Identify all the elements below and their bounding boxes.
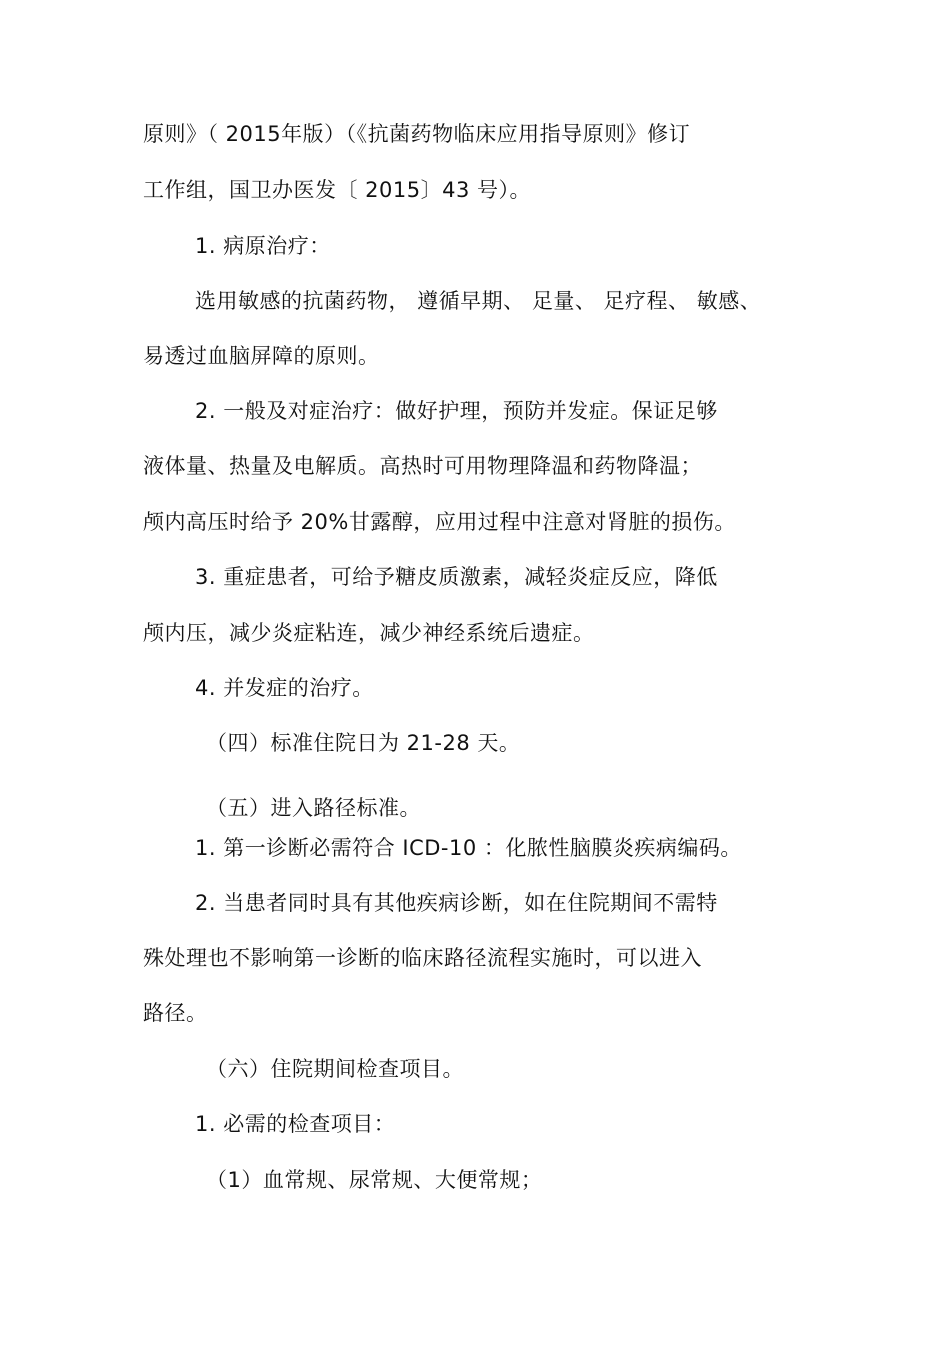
text-line: 1. 必需的检查项目： <box>195 1112 396 1136</box>
text-line: （1）血常规、尿常规、大便常规； <box>206 1168 543 1192</box>
text-line: 2. 当患者同时具有其他疾病诊断，如在住院期间不需特 <box>195 891 718 915</box>
text-line: 选用敏感的抗菌药物， 遵循早期、 足量、 足疗程、 敏感、 <box>195 289 762 313</box>
section-heading: （四）标准住院日为 21-28 天。 <box>206 731 521 755</box>
text-line: 工作组，国卫办医发〔 2015〕43 号）。 <box>143 178 532 202</box>
text-line: 颅内压，减少炎症粘连，减少神经系统后遗症。 <box>143 621 595 645</box>
text-line: 路径。 <box>143 1001 208 1025</box>
text-line: 4. 并发症的治疗。 <box>195 676 374 700</box>
text-line: 1. 病原治疗： <box>195 234 331 258</box>
text-line: 原则》（ 2015年版）（《抗菌药物临床应用指导原则》修订 <box>143 122 691 146</box>
text-line: 3. 重症患者，可给予糖皮质激素，减轻炎症反应，降低 <box>195 565 718 589</box>
section-heading: （六）住院期间检查项目。 <box>206 1057 464 1081</box>
section-heading: （五）进入路径标准。 <box>206 796 421 820</box>
text-line: 殊处理也不影响第一诊断的临床路径流程实施时，可以进入 <box>143 946 702 970</box>
text-line: 颅内高压时给予 20%甘露醇，应用过程中注意对肾脏的损伤。 <box>143 510 736 534</box>
text-line: 2. 一般及对症治疗：做好护理，预防并发症。保证足够 <box>195 399 718 423</box>
text-line: 1. 第一诊断必需符合 ICD-10 ：化脓性脑膜炎疾病编码。 <box>195 836 742 860</box>
text-line: 易透过血脑屏障的原则。 <box>143 344 380 368</box>
text-line: 液体量、热量及电解质。高热时可用物理降温和药物降温； <box>143 454 702 478</box>
